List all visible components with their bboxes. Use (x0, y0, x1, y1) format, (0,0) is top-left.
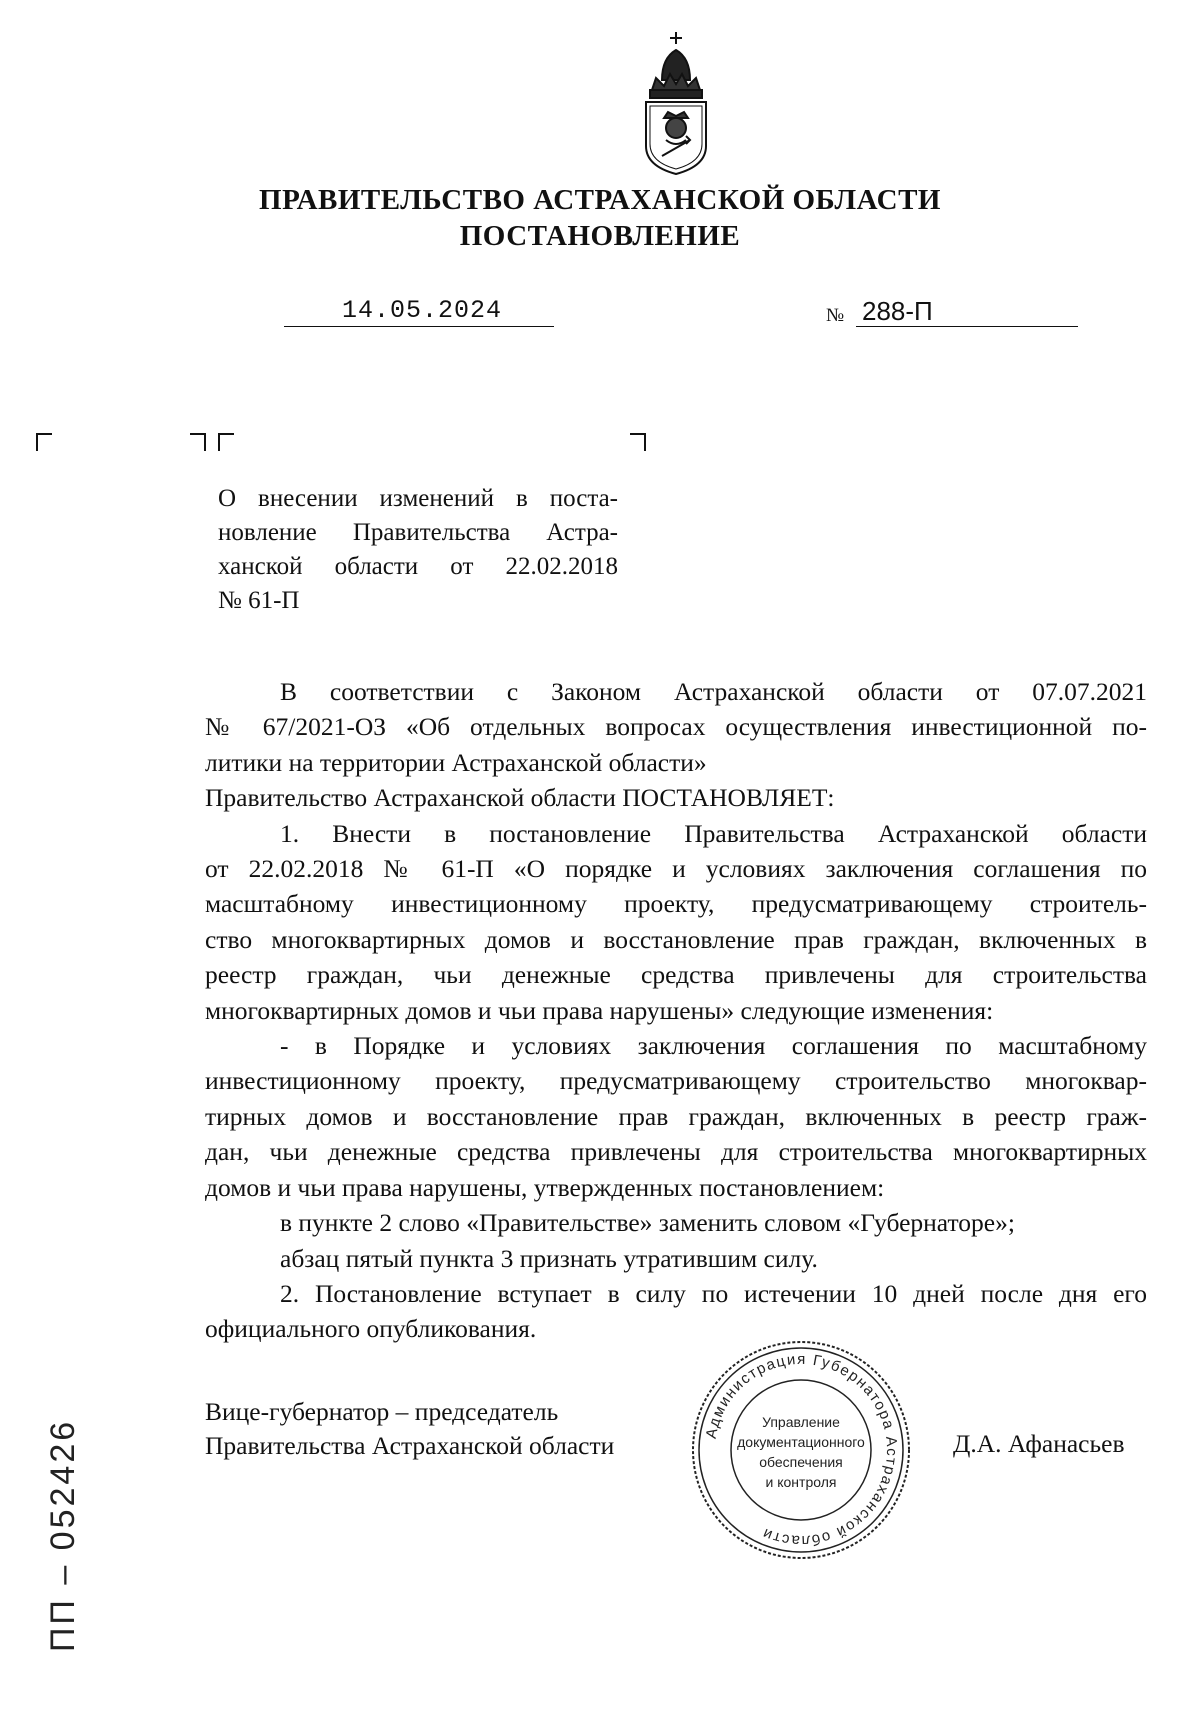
item1-sub-line: дан, чьи денежные средства привлечены для строительства многоквартирных (205, 1137, 1147, 1167)
preamble-line: В соответствии с Законом Астраханской области от 07.07.2021 (280, 677, 1147, 706)
corner-mark-subject-right (630, 433, 646, 451)
document-type-title: ПОСТАНОВЛЕНИЕ (459, 220, 741, 252)
item1-line: реестр граждан, чьи денежные средства привлечены для строительства (205, 960, 1147, 990)
document-body (205, 674, 1147, 1347)
corner-mark-subject-left (218, 433, 234, 451)
item1-line: ство многоквартирных домов и восстановление прав граждан, включенных в (205, 924, 1147, 954)
corner-mark-top-left (36, 433, 52, 451)
stamp-center-line: Управление (762, 1414, 840, 1430)
stamp-center-line: документационного (737, 1434, 865, 1450)
item1-line: от 22.02.2018 № 61-П «О порядке и условиях заключения соглашения по (205, 854, 1147, 884)
document-number-field (856, 296, 1078, 327)
official-stamp (690, 1339, 912, 1561)
change-line: в пункте 2 слово «Правительстве» заменить словом «Губернаторе»; (280, 1208, 1015, 1238)
signatory-position (205, 1395, 614, 1463)
preamble-line: № 67/2021-ОЗ «Об отдельных вопросах осуществления инвестиционной по- (205, 712, 1147, 742)
document-date: 14.05.2024 (342, 296, 503, 325)
stamp-center-line: и контроля (765, 1474, 837, 1490)
authority-title: ПРАВИТЕЛЬСТВО АСТРАХАНСКОЙ ОБЛАСТИ (259, 184, 941, 216)
change-line: абзац пятый пункта 3 признать утратившим силу. (280, 1243, 818, 1273)
subject-line: № 61-П (218, 587, 300, 614)
item1-line: 1. Внести в постановление Правительства Астраханской области (280, 818, 1147, 848)
item1-line: многоквартирных домов и чьи права нарушены» следующие изменения: (205, 995, 994, 1025)
signatory-name: Д.А. Афанасьев (953, 1429, 1125, 1458)
subject-line: ханской области от 22.02.2018 (218, 553, 618, 580)
coat-of-arms-emblem (632, 28, 720, 178)
stamp-ring-text: Администрация Губернатора Астраханской области (702, 1350, 901, 1550)
preamble-line: литики на территории Астраханской области» (205, 747, 707, 777)
subject-line: О внесении изменений в поста- (218, 485, 618, 512)
item2-line: 2. Постановление вступает в силу по истечении 10 дней после дня его (280, 1278, 1147, 1308)
item1-sub-line: тирных домов и восстановление прав граждан, включенных в реестр граж- (205, 1101, 1147, 1131)
registration-code-text: ПП – 052426 (44, 1418, 82, 1652)
item1-sub-line: - в Порядке и условиях заключения соглашения по масштабному (280, 1031, 1147, 1061)
document-subject (218, 482, 618, 618)
stamp-center-line: обеспечения (759, 1454, 843, 1470)
item1-line: масштабному инвестиционному проекту, предусматривающему строитель- (205, 889, 1147, 919)
registration-code (32, 1360, 92, 1660)
position-line: Правительства Астраханской области (205, 1431, 615, 1460)
subject-line: новление Правительства Астра- (218, 519, 618, 546)
position-line: Вице-губернатор – председатель (205, 1397, 559, 1426)
corner-mark-top-right-inner (190, 433, 206, 451)
document-number: 288-П (862, 296, 933, 326)
item1-sub-line: домов и чьи права нарушены, утвержденных постановлением: (205, 1172, 885, 1202)
document-date-field (284, 296, 554, 327)
number-sign: № (826, 305, 845, 326)
decree-line: Правительство Астраханской области ПОСТАНОВЛЯЕТ: (205, 783, 835, 813)
item1-sub-line: инвестиционному проекту, предусматривающему строительство многоквар- (205, 1066, 1147, 1096)
item2-line: официального опубликования. (205, 1314, 537, 1344)
